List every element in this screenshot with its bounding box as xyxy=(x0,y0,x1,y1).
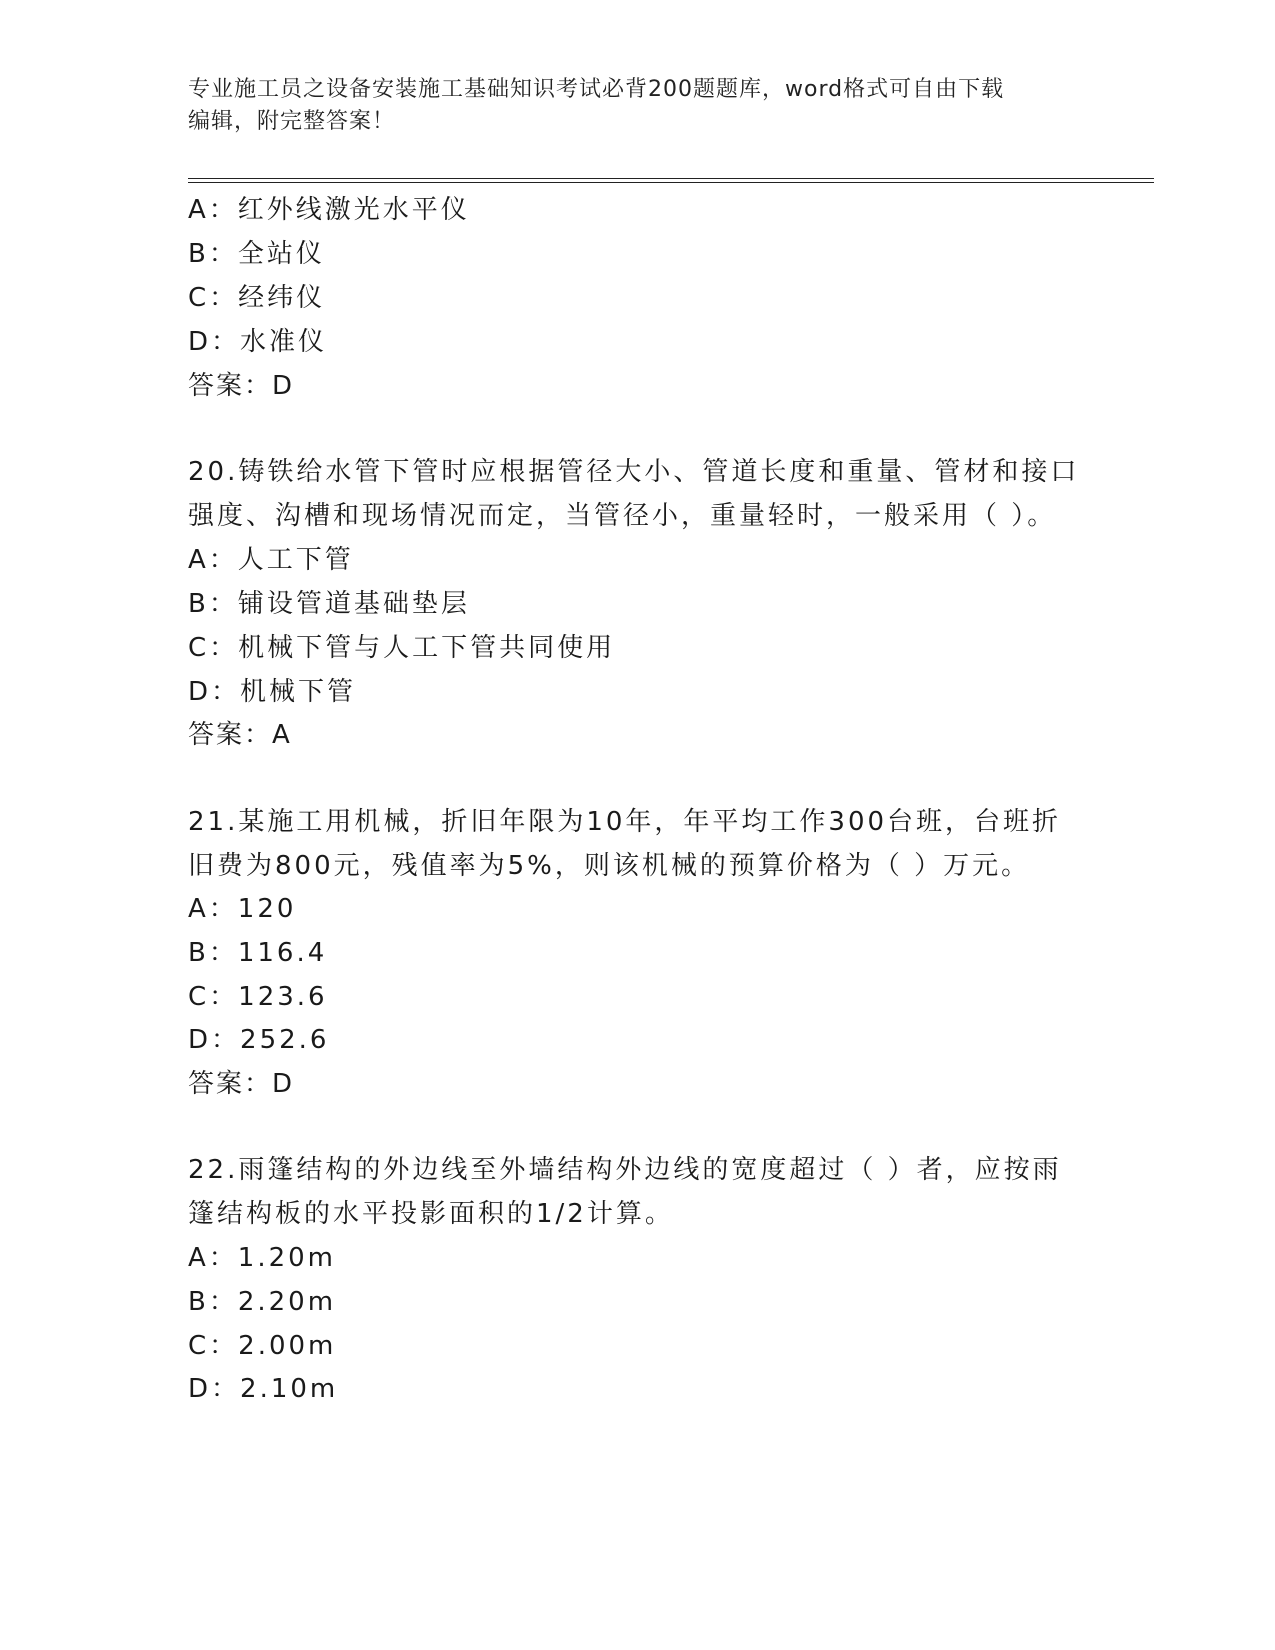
q20-answer: 答案：A xyxy=(188,720,292,750)
q19-answer: 答案：D xyxy=(188,371,295,401)
q20-option-b: B：铺设管道基础垫层 xyxy=(188,589,470,619)
header-divider-top xyxy=(188,178,1154,179)
q21-answer: 答案：D xyxy=(188,1069,295,1099)
q20-option-a: A：人工下管 xyxy=(188,545,354,575)
q22-stem-line-2: 篷结构板的水平投影面积的1/2计算。 xyxy=(188,1199,674,1229)
q21-option-b: B：116.4 xyxy=(188,938,328,968)
q22-option-c: C：2.00m xyxy=(188,1331,337,1361)
q21-option-d: D：252.6 xyxy=(188,1025,330,1055)
q21-option-a: A：120 xyxy=(188,894,297,924)
q22-option-d: D：2.10m xyxy=(188,1374,339,1404)
q20-option-c: C：机械下管与人工下管共同使用 xyxy=(188,633,616,663)
header-line-2: 编辑，附完整答案！ xyxy=(188,109,396,134)
q21-option-c: C：123.6 xyxy=(188,982,328,1012)
header-divider-bottom xyxy=(188,182,1154,183)
header-line-1: 专业施工员之设备安装施工基础知识考试必背200题题库，word格式可自由下载 xyxy=(188,77,1005,102)
q22-stem-line-1: 22.雨篷结构的外边线至外墙结构外边线的宽度超过（ ）者，应按雨 xyxy=(188,1155,1062,1185)
q21-stem-line-1: 21.某施工用机械，折旧年限为10年，年平均工作300台班，台班折 xyxy=(188,807,1062,837)
q22-option-a: A：1.20m xyxy=(188,1243,337,1273)
q20-stem-line-1: 20.铸铁给水管下管时应根据管径大小、管道长度和重量、管材和接口 xyxy=(188,457,1080,487)
q21-stem-line-2: 旧费为800元，残值率为5%，则该机械的预算价格为（ ）万元。 xyxy=(188,851,1031,881)
q19-option-a: A：红外线激光水平仪 xyxy=(188,195,470,225)
q19-option-b: B：全站仪 xyxy=(188,239,325,269)
q19-option-d: D：水准仪 xyxy=(188,327,328,357)
q19-option-c: C：经纬仪 xyxy=(188,283,326,313)
document-header xyxy=(188,74,1088,138)
q20-stem-line-2: 强度、沟槽和现场情况而定，当管径小，重量轻时，一般采用（ ）。 xyxy=(188,501,1057,531)
q22-option-b: B：2.20m xyxy=(188,1287,337,1317)
q20-option-d: D：机械下管 xyxy=(188,677,357,707)
